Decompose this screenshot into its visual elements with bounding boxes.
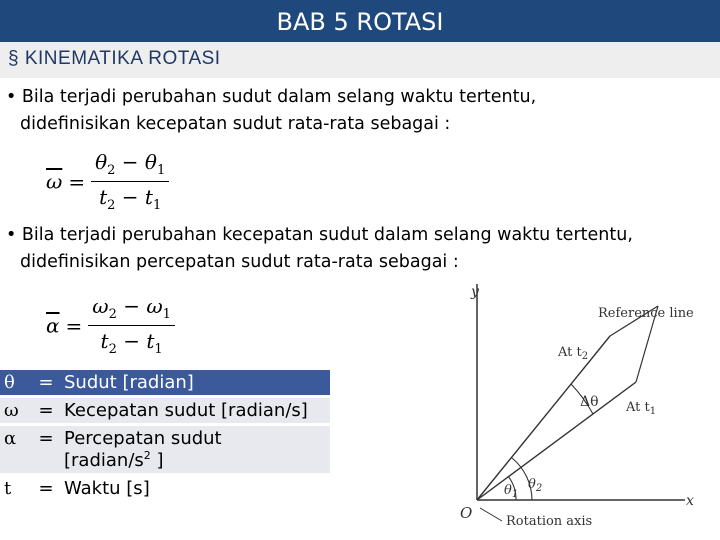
formula-average-angular-acceleration: [46, 294, 175, 357]
legend-description: Sudut [radian]: [60, 370, 330, 395]
formula-denominator: $t_2 - t_1$: [99, 185, 162, 213]
legend-row: [0, 398, 330, 423]
legend-row: [0, 426, 330, 473]
origin-label: O: [460, 504, 473, 522]
reference-line-label: Reference line: [598, 306, 694, 321]
rotation-axis-label: Rotation axis: [506, 514, 593, 529]
symbol-legend-table: [0, 367, 330, 504]
legend-row: [0, 370, 330, 395]
rotation-kinematics-diagram: [440, 278, 715, 538]
legend-equals: =: [32, 476, 60, 501]
paragraph-angular-velocity: [6, 84, 536, 138]
legend-symbol: ω: [0, 398, 32, 423]
paragraph-line: didefinisikan percepatan sudut rata-rata sebagai :: [20, 252, 459, 272]
formula-equals: =: [65, 313, 83, 338]
delta-theta-label: Δθ: [580, 394, 599, 410]
legend-symbol: θ: [0, 370, 32, 395]
line-at-t1: [477, 382, 636, 500]
formula-lhs: $\overline{\omega}$: [46, 169, 63, 194]
legend-equals: =: [32, 370, 60, 395]
legend-equals: =: [32, 398, 60, 423]
slide-title-bar: [0, 0, 720, 42]
rotation-axis-leader: [480, 508, 502, 521]
paragraph-line: didefinisikan kecepatan sudut rata-rata sebagai :: [20, 114, 451, 134]
theta2-label: $\theta_2$: [528, 477, 543, 494]
y-axis-label: y: [471, 284, 479, 300]
legend-description: Kecepatan sudut [radian/s]: [60, 398, 330, 423]
formula-numerator: $\theta_2 - \theta_1$: [91, 150, 169, 182]
theta1-label: $\theta_1$: [504, 483, 519, 500]
x-axis-label: x: [686, 493, 694, 509]
section-title: § KINEMATIKA ROTASI: [8, 48, 221, 69]
formula-fraction: [88, 294, 175, 357]
legend-description: Waktu [s]: [60, 476, 330, 501]
formula-equals: =: [68, 169, 86, 194]
formula-denominator: $t_2 - t_1$: [100, 329, 163, 357]
paragraph-line: • Bila terjadi perubahan kecepatan sudut dalam selang waktu tertentu,: [6, 225, 633, 245]
slide-title: BAB 5 ROTASI: [276, 8, 444, 36]
line-at-t2: [477, 336, 610, 500]
at-t1-label: At $t_1$: [626, 400, 657, 417]
legend-symbol: α: [0, 426, 32, 473]
formula-average-angular-velocity: [46, 150, 169, 213]
legend-symbol: t: [0, 476, 32, 501]
legend-row: [0, 476, 330, 501]
formula-fraction: [91, 150, 169, 213]
at-t2-label: At $t_2$: [558, 345, 589, 362]
paragraph-angular-acceleration: [6, 222, 633, 276]
formula-numerator: $\omega_2 - \omega_1$: [88, 294, 175, 326]
formula-lhs: $\overline{\alpha}$: [46, 313, 60, 338]
legend-description: Percepatan sudut [$radian/s^2$ ]: [60, 426, 330, 473]
paragraph-line: • Bila terjadi perubahan sudut dalam selang waktu tertentu,: [6, 87, 537, 107]
legend-equals: =: [32, 426, 60, 473]
